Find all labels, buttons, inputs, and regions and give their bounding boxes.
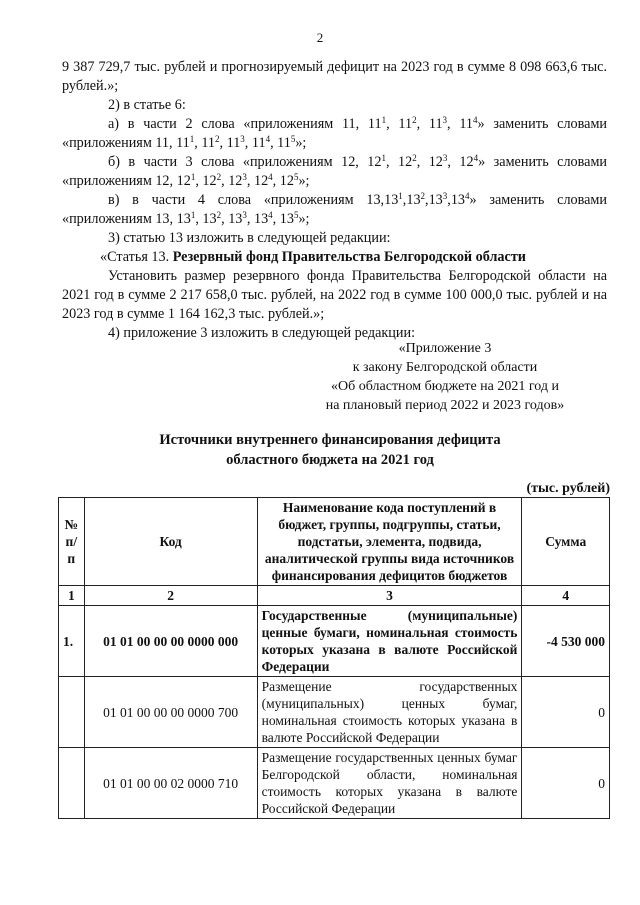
table-row [59,677,610,748]
paragraph-item-2: 2) в статье 6: [108,97,186,113]
paragraph-item-3: 3) статью 13 изложить в следующей редакции: [108,230,391,246]
row-name: Размещение государственных (муниципальных) ценных бумаг, номинальная стоимость которых указана в валюте Российской Федерации [257,677,522,748]
row-num [59,677,85,748]
row-sum: -4 530 000 [522,606,610,677]
paragraph-deficit-continuation: 9 387 729,7 тыс. рублей и прогнозируемый дефицит на 2023 год в сумме 8 098 663,6 тыс. рублей.»; [62,59,607,94]
row-sum: 0 [522,748,610,819]
table-row [59,606,610,677]
table-row [59,748,610,819]
paragraph-item-2b: б) в части 3 слова «приложениям 12, $12^1$, $12^2$, $12^3$, $12^4$» заменить словами «приложениям 12, $12^1$, $12^2$, $12^3$, $12^4$, $12^5$»; [62,153,608,189]
document-body [62,58,607,343]
row-num: 1. [59,606,85,677]
paragraph-item-2a: а) в части 2 слова «приложениям 11, $11^1$, $11^2$, $11^3$, $11^4$» заменить словами «приложениям 11, $11^1$, $11^2$, $11^3$, $11^4$, $11^5$»; [62,115,608,151]
article-13-heading: «Статья 13. Резервный фонд Правительства Белгородской области [100,249,526,265]
paragraph-item-4: 4) приложение 3 изложить в следующей редакции: [108,325,416,341]
table-header-row [59,498,610,586]
table-title: Источники внутреннего финансирования дефицита областного бюджета на 2021 год [159,432,501,468]
page-number: 2 [316,30,324,45]
header-code: Код [84,498,257,586]
units-label: (тыс. рублей) [526,481,610,496]
appendix-header: «Приложение 3 к закону Белгородской области «Об областном бюджете на 2021 год и на плановый период 2022 и 2023 годов» [325,341,565,413]
row-code: 01 01 00 00 00 0000 700 [84,677,257,748]
financing-sources-table [58,497,610,819]
row-name: Размещение государственных ценных бумаг Белгородской области, номинальная стоимость которых указана в валюте Российской Федерации [257,748,522,819]
row-code: 01 01 00 00 02 0000 710 [84,748,257,819]
row-name: Государственные (муниципальные) ценные бумаги, номинальная стоимость которых указана в валюте Российской Федерации [257,606,522,677]
paragraph-reserve-fund: Установить размер резервного фонда Правительства Белгородской области на 2021 год в сумме 2 217 658,0 тыс. рублей, на 2022 год в сумме 100 000,0 тыс. рублей и на 2023 год в сумме 1 164 162,3 тыс. рублей.»; [62,268,607,322]
row-sum: 0 [522,677,610,748]
header-num: № п/п [59,498,85,586]
row-code: 01 01 00 00 00 0000 000 [84,606,257,677]
paragraph-item-2v: в) в части 4 слова «приложениям $13,13^1,13^2,13^3,13^4$» заменить словами «приложениям 13, $13^1$, $13^2$, $13^3$, $13^4$, $13^5$»; [62,191,608,227]
header-sum: Сумма [522,498,610,586]
header-name: Наименование кода поступлений в бюджет, группы, подгруппы, статьи, подстатьи, элемента, подвида, аналитической группы вида источников финансирования дефицитов бюджетов [257,498,522,586]
row-num [59,748,85,819]
column-number-row: 1 2 3 4 [59,586,610,606]
